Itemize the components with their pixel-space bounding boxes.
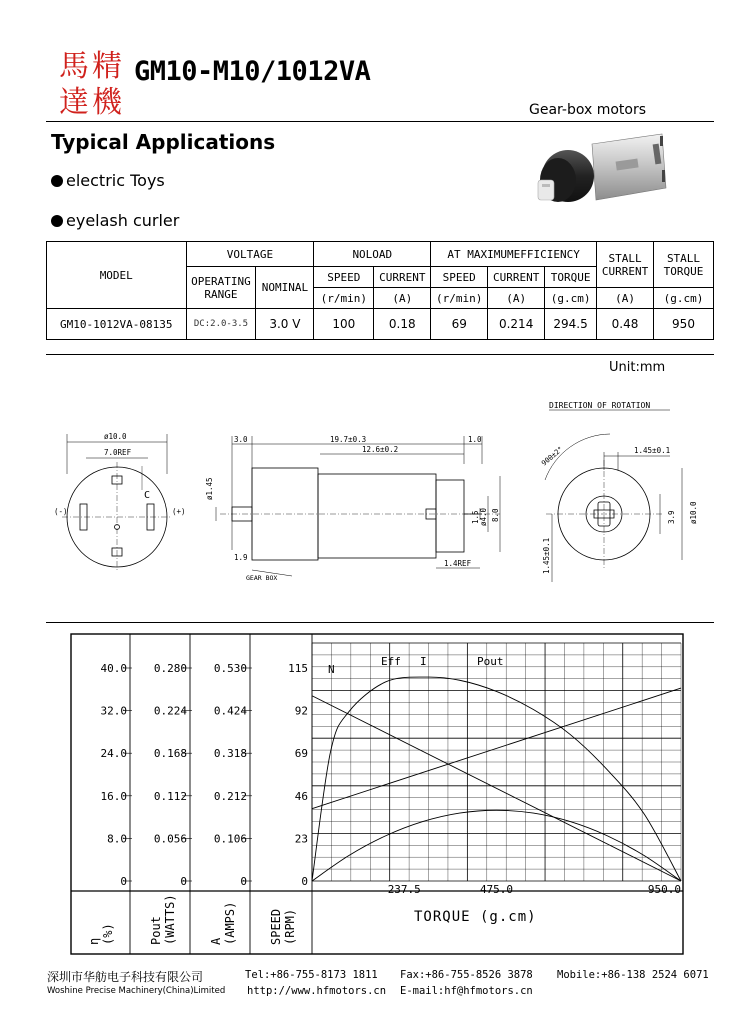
application-label: eyelash curler <box>66 211 180 230</box>
applications-title: Typical Applications <box>51 130 276 154</box>
header-noload: NOLOAD <box>314 242 431 267</box>
logo-char-4: 機 <box>92 85 122 116</box>
y-axis-label-line: Pout <box>149 916 163 945</box>
y-axis-label-line: SPEED <box>269 908 283 945</box>
direction-of-rotation-label: DIRECTION OF ROTATION <box>549 401 651 410</box>
curve-label-efficiency: Eff <box>381 655 401 668</box>
header-eff-torque: TORQUE <box>545 267 597 288</box>
cell-stall-torque: 950 <box>654 309 714 340</box>
unit-noload-current: (A) <box>374 288 431 309</box>
curve-pout <box>312 810 681 881</box>
y-tick-label: 0.530 <box>213 662 247 675</box>
chart-grid <box>124 643 681 881</box>
header-eff-speed: SPEED <box>431 267 488 288</box>
contact-fax: Fax:+86-755-8526 3878 <box>400 969 533 981</box>
y-tick-label: 115 <box>288 662 308 675</box>
y-tick-label: 0.212 <box>213 789 247 803</box>
dim-rear-slot: 3.9 <box>667 510 676 524</box>
dim-boss-dia: ø4.0 <box>479 507 488 526</box>
cell-noload-current: 0.18 <box>374 309 431 340</box>
terminal-plus: (+) <box>172 507 186 516</box>
dim-rear-offset: 1.45±0.1 <box>634 446 671 455</box>
y-axis-label-line: (AMPS) <box>223 901 237 945</box>
dim-boss-width: 1.5 <box>471 510 480 524</box>
y-tick-label: 0 <box>180 875 187 888</box>
dim-rotation-angle: 900±2° <box>540 445 565 468</box>
y-axis-label-line: η <box>87 937 101 945</box>
cell-eff-current: 0.214 <box>488 309 545 340</box>
model-title: GM10-M10/1012VA <box>134 56 371 87</box>
unit-noload-speed: (r/min) <box>314 288 374 309</box>
y-axis-label-line: (WATTS) <box>163 894 177 945</box>
cell-eff-speed: 69 <box>431 309 488 340</box>
unit-eff-current: (A) <box>488 288 545 309</box>
contact-tel: Tel:+86-755-8173 1811 <box>245 969 378 981</box>
y-tick-label: 0.056 <box>153 832 187 846</box>
y-tick-label: 46 <box>294 789 308 803</box>
contact-email[interactable]: E-mail:hf@hfmotors.cn <box>400 985 533 997</box>
contact-mobile: Mobile:+86-138 2524 6071 <box>557 969 709 981</box>
y-tick-label: 0.106 <box>213 832 247 846</box>
dim-rear-dia: ø10.0 <box>689 501 698 524</box>
y-axis-label-line: (RPM) <box>283 908 297 945</box>
y-tick-label: 40.0 <box>100 662 127 675</box>
x-tick-label: 237.5 <box>387 883 421 896</box>
y-tick-label: 8.0 <box>107 832 127 846</box>
cell-stall-current: 0.48 <box>597 309 654 340</box>
curve-n <box>312 696 681 881</box>
dim-front-ref: 7.0REF <box>104 448 132 457</box>
y-axis-label <box>269 909 297 945</box>
chart-ticks <box>101 662 682 896</box>
y-tick-label: 0.280 <box>153 662 187 675</box>
product-category: Gear-box motors <box>529 102 647 118</box>
logo-char-3: 達 <box>59 85 89 116</box>
y-tick-label: 0.112 <box>153 789 187 803</box>
cell-eff-torque: 294.5 <box>545 309 597 340</box>
x-tick-label: 950.0 <box>647 883 681 896</box>
company-name-cn: 深圳市华舫电子科技有限公司 <box>47 970 204 984</box>
y-tick-label: 32.0 <box>100 704 127 718</box>
dim-front-dia: ø10.0 <box>104 432 127 441</box>
header-voltage: VOLTAGE <box>186 242 314 267</box>
dim-rear-vertical: 1.45±0.1 <box>542 537 551 574</box>
dim-shaft-length: 3.0 <box>234 435 248 444</box>
logo-char-2: 精 <box>92 49 122 84</box>
cell-model: GM10-1012VA-08135 <box>47 309 187 340</box>
dim-overall-length: 19.7±0.3 <box>330 435 367 444</box>
y-tick-label: 0.318 <box>213 747 247 761</box>
y-tick-label: 24.0 <box>100 747 127 761</box>
y-tick-label: 0.224 <box>153 704 187 718</box>
unit-stall-torque: (g.cm) <box>654 288 714 309</box>
y-tick-label: 23 <box>294 832 308 846</box>
y-axis-label-line: A <box>209 937 223 945</box>
x-tick-label: 475.0 <box>479 883 514 896</box>
header-model: MODEL <box>47 242 187 309</box>
y-axis-label-line: (%) <box>101 923 115 945</box>
contact-website[interactable]: http://www.hfmotors.cn <box>247 985 387 997</box>
logo-char-1: 馬 <box>59 49 89 84</box>
application-label: electric Toys <box>66 171 165 190</box>
terminal-minus: (-) <box>54 507 68 516</box>
unit-eff-torque: (g.cm) <box>545 288 597 309</box>
curve-label-speed: N <box>328 663 335 676</box>
dim-can-length: 12.6±0.2 <box>362 445 399 454</box>
curve-eff <box>312 677 681 881</box>
header-noload-speed: SPEED <box>314 267 374 288</box>
cell-noload-speed: 100 <box>314 309 374 340</box>
dim-shaft-dia: ø1.45 <box>205 477 214 500</box>
cell-nominal: 3.0 V <box>256 309 314 340</box>
unit-eff-speed: (r/min) <box>431 288 488 309</box>
header-noload-current: CURRENT <box>374 267 431 288</box>
unit-label: Unit:mm <box>609 360 666 375</box>
y-tick-label: 16.0 <box>100 789 127 803</box>
y-axis-label <box>87 923 115 945</box>
y-tick-label: 0.424 <box>213 704 247 718</box>
y-tick-label: 0.168 <box>153 747 187 761</box>
mark-c: C <box>144 490 151 501</box>
y-axis-label <box>149 894 177 945</box>
y-tick-label: 69 <box>294 747 308 761</box>
header-nominal: NOMINAL <box>256 267 314 309</box>
unit-stall-current: (A) <box>597 288 654 309</box>
cell-operating-range: DC:2.0-3.5 <box>186 309 256 340</box>
y-tick-label: 0 <box>120 875 127 888</box>
chart-curves <box>312 677 681 881</box>
gear-box-label: GEAR BOX <box>246 574 278 582</box>
header-stall-torque: STALL TORQUE <box>654 242 714 288</box>
header-eff-current: CURRENT <box>488 267 545 288</box>
dim-rear-ref: 1.4REF <box>444 559 472 568</box>
dim-terminal: 1.0 <box>468 435 482 444</box>
dim-gear-offset: 1.9 <box>234 553 248 562</box>
company-name-en: Woshine Precise Machinery(China)Limited <box>47 986 226 996</box>
header-operating-range: OPERATING RANGE <box>186 267 256 309</box>
y-tick-label: 0 <box>240 875 247 888</box>
dim-height: 8.0 <box>491 508 500 522</box>
header-max-efficiency: AT MAXIMUMEFFICIENCY <box>431 242 597 267</box>
y-axis-label <box>209 902 237 945</box>
curve-label-output: Pout <box>477 655 504 668</box>
y-tick-label: 0 <box>301 875 308 888</box>
x-axis-label: TORQUE (g.cm) <box>414 909 537 925</box>
header-stall-current: STALL CURRENT <box>597 242 654 288</box>
y-tick-label: 92 <box>294 704 308 718</box>
curve-label-current: I <box>420 655 427 668</box>
